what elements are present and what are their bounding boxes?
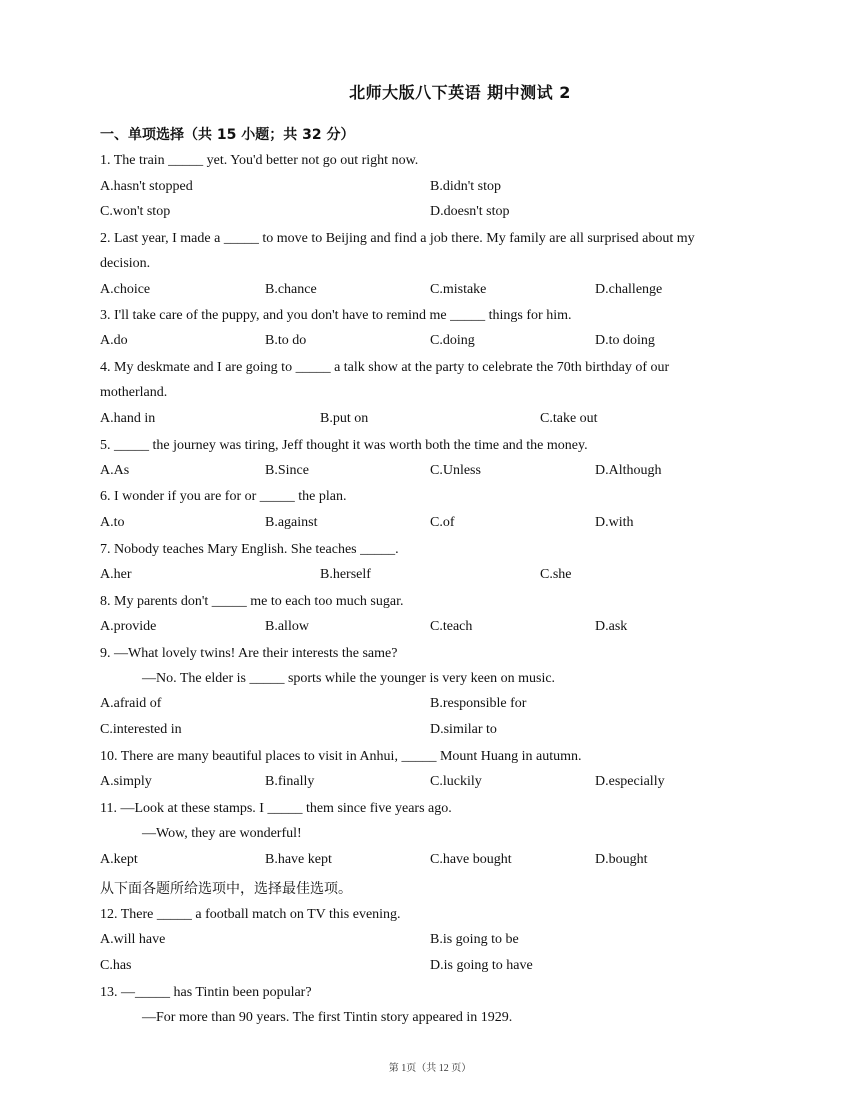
dialogue-reply: —Wow, they are wonderful! — [142, 826, 302, 841]
option-a: A.simply — [100, 774, 152, 789]
option-c: C.luckily — [430, 774, 482, 789]
option-a: A.to — [100, 515, 125, 530]
option-c: C.doing — [430, 333, 475, 348]
option-c: C.Unless — [430, 463, 481, 478]
option-d: D.doesn't stop — [430, 204, 510, 219]
option-d: D.with — [595, 515, 634, 530]
option-b: B.herself — [320, 567, 371, 582]
question-stem: 10. There are many beautiful places to visit in Anhui, _____ Mount Huang in autumn. — [100, 749, 582, 764]
dialogue-reply: —No. The elder is _____ sports while the younger is very keen on music. — [142, 671, 556, 686]
option-b: B.to do — [265, 333, 307, 348]
question-stem: 13. —_____ has Tintin been popular? — [100, 985, 312, 1000]
option-b: B.allow — [265, 619, 309, 634]
option-d: D.similar to — [430, 722, 497, 737]
option-a: A.afraid of — [100, 696, 162, 711]
option-d: D.is going to have — [430, 958, 533, 973]
page-footer: 第 1页（共 12 页） — [388, 1063, 472, 1074]
option-d: D.ask — [595, 619, 628, 634]
option-c: C.won't stop — [100, 204, 171, 219]
question-stem: 3. I'll take care of the puppy, and you don't have to remind me _____ things for him. — [100, 308, 572, 323]
dialogue-reply: —For more than 90 years. The first Tintin story appeared in 1929. — [142, 1010, 513, 1025]
option-c: C.teach — [430, 619, 473, 634]
section-instruction: 从下面各题所给选项中，选择最佳选项。 — [100, 881, 352, 897]
option-b: B.is going to be — [430, 932, 519, 947]
option-a: A.do — [100, 333, 128, 348]
question-stem: 9. —What lovely twins! Are their interests the same? — [100, 646, 398, 661]
option-a: A.hand in — [100, 411, 156, 426]
option-c: C.have bought — [430, 852, 512, 867]
option-a: A.kept — [100, 852, 138, 867]
option-d: D.especially — [595, 774, 665, 789]
option-c: C.has — [100, 958, 132, 973]
option-a: A.choice — [100, 282, 151, 297]
option-a: A.As — [100, 463, 130, 478]
option-c: C.she — [540, 567, 572, 582]
question-stem: 12. There _____ a football match on TV this evening. — [100, 907, 401, 922]
question-stem-continued: decision. — [100, 256, 151, 271]
question-stem: 5. _____ the journey was tiring, Jeff thought it was worth both the time and the money. — [100, 438, 588, 453]
option-b: B.have kept — [265, 852, 332, 867]
question-stem-continued: motherland. — [100, 385, 168, 400]
question-stem: 2. Last year, I made a _____ to move to Beijing and find a job there. My family are all surprised about my — [100, 231, 695, 246]
page-title: 北师大版八下英语 期中测试 2 — [349, 83, 571, 102]
option-c: C.take out — [540, 411, 598, 426]
option-b: B.Since — [265, 463, 309, 478]
option-b: B.responsible for — [430, 696, 527, 711]
question-stem: 8. My parents don't _____ me to each too much sugar. — [100, 594, 404, 609]
option-b: B.didn't stop — [430, 179, 501, 194]
option-b: B.put on — [320, 411, 369, 426]
option-a: A.will have — [100, 932, 166, 947]
option-c: C.of — [430, 515, 455, 530]
question-stem: 6. I wonder if you are for or _____ the plan. — [100, 489, 347, 504]
question-stem: 4. My deskmate and I are going to _____ a talk show at the party to celebrate the 70th birthday of our — [100, 360, 670, 375]
question-stem: 7. Nobody teaches Mary English. She teaches _____. — [100, 542, 399, 557]
option-d: D.challenge — [595, 282, 663, 297]
section-heading: 一、单项选择（共 15 小题；共 32 分） — [100, 127, 355, 143]
option-d: D.Although — [595, 463, 662, 478]
option-c: C.interested in — [100, 722, 182, 737]
option-a: A.hasn't stopped — [100, 179, 193, 194]
question-stem: 1. The train _____ yet. You'd better not go out right now. — [100, 153, 419, 168]
option-d: D.to doing — [595, 333, 655, 348]
option-b: B.against — [265, 515, 318, 530]
question-stem: 11. —Look at these stamps. I _____ them since five years ago. — [100, 801, 452, 816]
option-b: B.chance — [265, 282, 317, 297]
option-c: C.mistake — [430, 282, 487, 297]
option-d: D.bought — [595, 852, 648, 867]
option-b: B.finally — [265, 774, 315, 789]
option-a: A.her — [100, 567, 132, 582]
option-a: A.provide — [100, 619, 157, 634]
